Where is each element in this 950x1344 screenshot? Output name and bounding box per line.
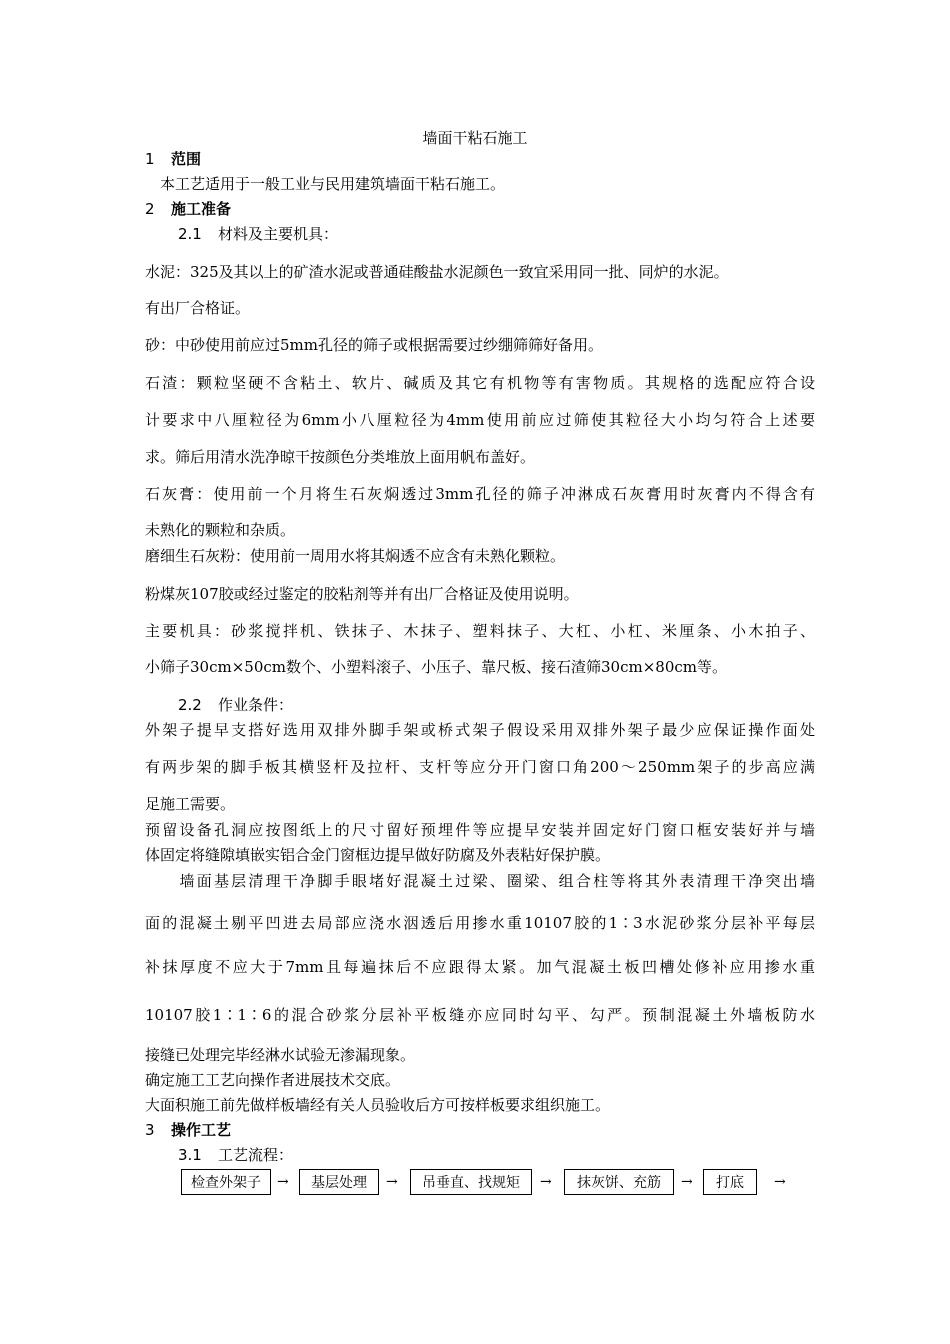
page-title: 墙面干粘石施工 [422, 129, 528, 147]
paragraph-line: 石渣：颗粒坚硬不含粘土、软片、碱质及其它有机物等有害物质。其规格的选配应符合设 [145, 374, 815, 392]
paragraph-line: 面的混凝土剔平凹进去局部应浇水洇透后用掺水重10107胶的1∶3水泥砂浆分层补平每层 [145, 914, 815, 932]
subsection-number: 2.2 [178, 696, 202, 714]
paragraph-line: 墙面基层清理干净脚手眼堵好混凝土过梁、圈梁、组合柱等将其外表清理干净突出墙 [145, 872, 815, 890]
section-1-heading [145, 149, 815, 169]
section-number: 2 [145, 200, 155, 218]
paragraph-line: 接缝已处理完毕经淋水试验无渗漏现象。 [145, 1046, 416, 1064]
paragraph-line: 粉煤灰107胶或经过鉴定的胶粘剂等并有出厂合格证及使用说明。 [145, 585, 579, 603]
subsection-3-1-heading [178, 1145, 848, 1165]
flow-arrow-icon: → [540, 1174, 552, 1190]
section-label: 施工准备 [171, 200, 232, 218]
subsection-2-2-heading [178, 695, 848, 715]
flow-arrow-icon: → [386, 1174, 398, 1190]
paragraph-line: 预留设备孔洞应按图纸上的尺寸留好预埋件等应提早安装并固定好门窗口框安装好并与墙 [145, 821, 815, 839]
subsection-label: 作业条件： [218, 696, 294, 714]
subsection-label: 材料及主要机具： [218, 225, 339, 243]
paragraph-line: 磨细生石灰粉：使用前一周用水将其焖透不应含有未熟化颗粒。 [145, 547, 566, 565]
flow-arrow-icon: → [277, 1174, 289, 1190]
paragraph-line: 有出厂合格证。 [145, 299, 251, 317]
flow-step: 抹灰饼、充筋 [564, 1169, 674, 1195]
paragraph-line: 求。筛后用清水洗净晾干按颜色分类堆放上面用帆布盖好。 [145, 448, 536, 466]
section-3-heading [145, 1120, 815, 1140]
section-label: 范围 [171, 150, 202, 168]
section-label: 操作工艺 [171, 1121, 232, 1139]
paragraph-line: 计要求中八厘粒径为6mm小八厘粒径为4mm使用前应过筛使其粒径大小均匀符合上述要 [145, 411, 815, 429]
section-number: 1 [145, 150, 155, 168]
paragraph-line: 足施工需要。 [145, 795, 236, 813]
paragraph-line: 体固定将缝隙填嵌实铝合金门窗框边提早做好防腐及外表粘好保护膜。 [145, 846, 611, 864]
paragraph-line: 石灰膏：使用前一个月将生石灰焖透过3mm孔径的筛子冲淋成石灰膏用时灰膏内不得含有 [145, 485, 815, 503]
paragraph-line: 有两步架的脚手板其横竖杆及拉杆、支杆等应分开门窗口角200～250mm架子的步高应满 [145, 758, 815, 776]
paragraph-line: 水泥：325及其以上的矿渣水泥或普通硅酸盐水泥颜色一致宜采用同一批、同炉的水泥。 [145, 263, 729, 281]
subsection-number: 2.1 [178, 225, 202, 243]
subsection-label: 工艺流程： [218, 1146, 294, 1164]
paragraph-line: 砂：中砂使用前应过5mm孔径的筛子或根据需要过纱绷筛筛好备用。 [145, 336, 603, 354]
paragraph-line: 大面积施工前先做样板墙经有关人员验收后方可按样板要求组织施工。 [145, 1096, 611, 1114]
flow-arrow-icon: → [681, 1174, 693, 1190]
section-number: 3 [145, 1121, 155, 1139]
paragraph-line: 小筛子30cm×50cm数个、小塑料滚子、小压子、靠尺板、接石渣筛30cm×80cm等。 [145, 658, 727, 676]
flow-step: 打底 [703, 1169, 757, 1195]
process-flow [0, 1169, 950, 1199]
flow-arrow-icon: → [774, 1174, 786, 1190]
paragraph-line: 主要机具：砂浆搅拌机、铁抹子、木抹子、塑料抹子、大杠、小杠、米厘条、小木拍子、 [145, 622, 815, 640]
paragraph-line: 确定施工工艺向操作者进展技术交底。 [145, 1071, 401, 1089]
section-2-heading [145, 199, 815, 219]
paragraph-line: 外架子提早支搭好选用双排外脚手架或桥式架子假设采用双排外架子最少应保证操作面处 [145, 721, 815, 739]
subsection-2-1-heading [178, 224, 848, 244]
flow-step: 检查外架子 [181, 1169, 271, 1195]
paragraph-line: 未熟化的颗粒和杂质。 [145, 521, 296, 539]
paragraph-line: 补抹厚度不应大于7mm且每遍抹后不应跟得太紧。加气混凝土板凹槽处修补应用掺水重 [145, 958, 815, 976]
section-1-body: 本工艺适用于一般工业与民用建筑墙面干粘石施工。 [160, 175, 506, 193]
flow-step: 基层处理 [299, 1169, 379, 1195]
subsection-number: 3.1 [178, 1146, 202, 1164]
flow-step: 吊垂直、找规矩 [410, 1169, 532, 1195]
paragraph-line: 10107胶1∶1∶6的混合砂浆分层补平板缝亦应同时勾平、勾严。预制混凝土外墙板防水 [145, 1006, 815, 1024]
